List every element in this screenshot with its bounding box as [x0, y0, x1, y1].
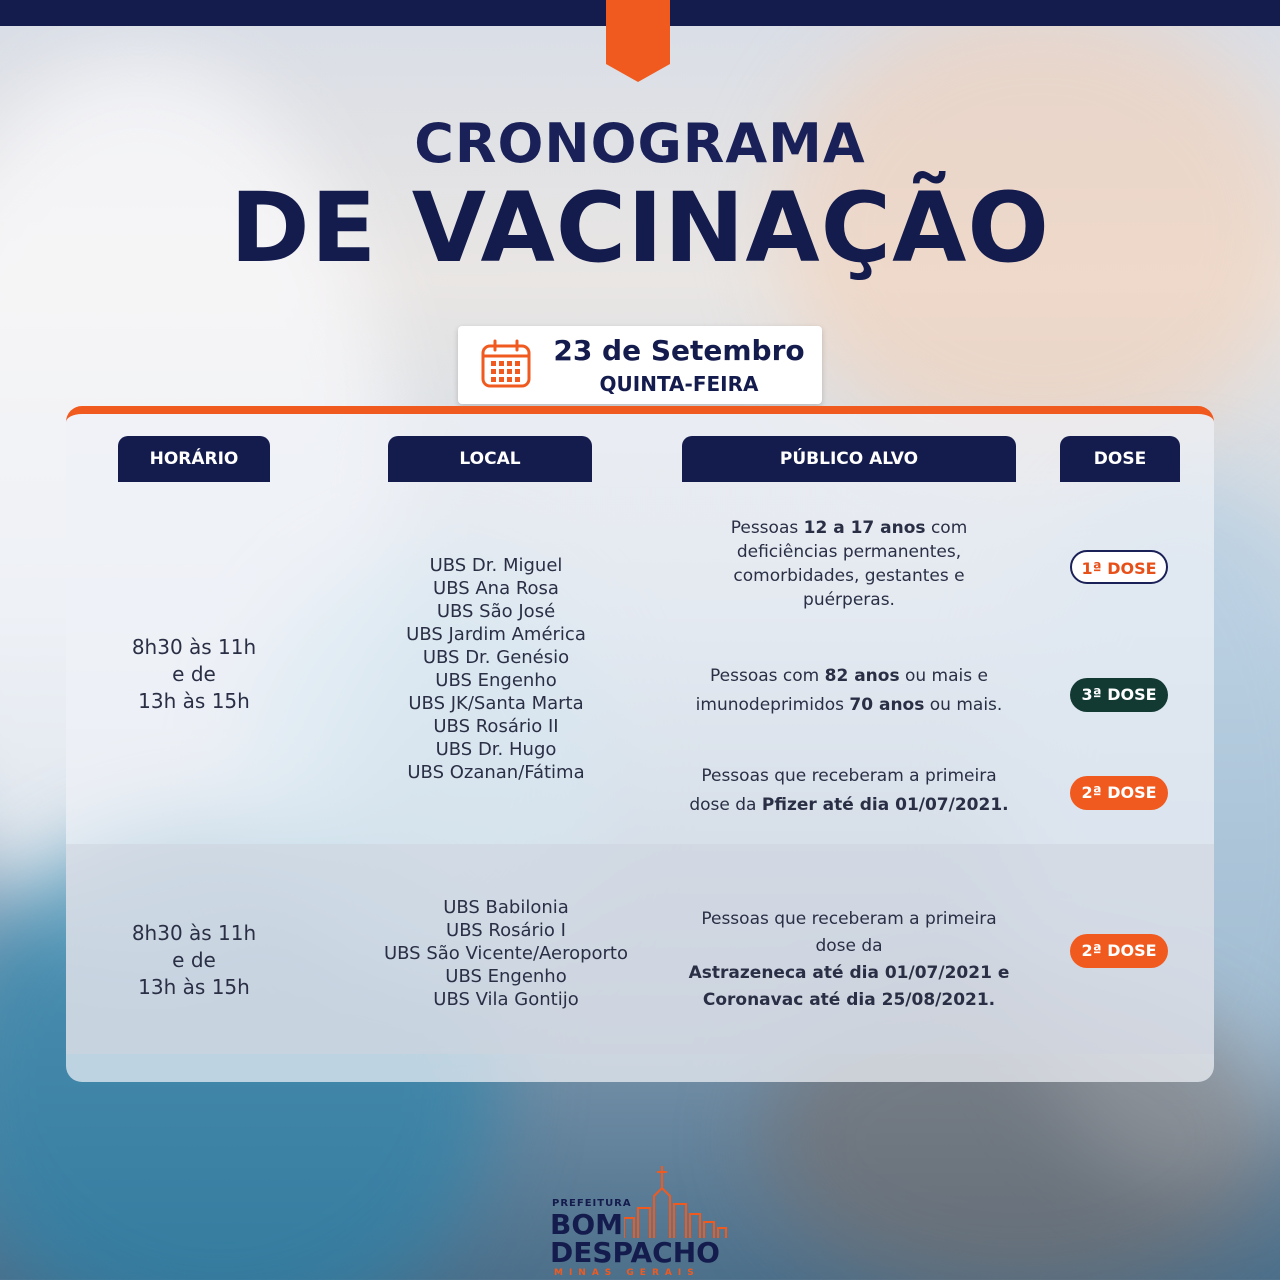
target-text: Pessoas com	[710, 666, 825, 686]
target-line	[672, 960, 1026, 987]
time-line: 8h30 às 11h	[131, 921, 257, 945]
target-text: ou mais e	[899, 666, 988, 686]
target-emphasis: Coronavac até dia 25/08/2021.	[702, 990, 996, 1010]
target-text: Pessoas que receberam a primeira	[701, 766, 997, 786]
row1-target-1	[672, 516, 1026, 612]
target-line	[672, 987, 1026, 1014]
place-item: UBS Dr. Miguel	[429, 555, 563, 576]
target-line	[672, 662, 1026, 691]
row2-time	[118, 920, 270, 1001]
target-line	[672, 588, 1026, 612]
place-item: UBS Rosário I	[446, 920, 566, 941]
place-item: UBS São José	[436, 601, 556, 622]
place-item: UBS São Vicente/Aeroporto	[383, 943, 629, 964]
time-line: e de	[172, 948, 216, 972]
target-text: dose da	[689, 795, 762, 815]
target-line	[672, 516, 1026, 540]
target-line	[672, 691, 1026, 720]
dose-badge-2: 3ª DOSE	[1070, 678, 1168, 712]
target-line	[672, 540, 1026, 564]
target-emphasis: 82 anos	[824, 666, 900, 686]
header-dose: DOSE	[1060, 436, 1180, 482]
time-line: 13h às 15h	[138, 689, 250, 713]
place-item: UBS Engenho	[445, 966, 567, 987]
header-place: LOCAL	[388, 436, 592, 482]
place-item: UBS JK/Santa Marta	[408, 693, 584, 714]
target-text: dose da	[815, 936, 883, 956]
row1-target-3	[672, 762, 1026, 820]
target-text: deficiências permanentes,	[736, 542, 962, 562]
logo-bom: BOM	[550, 1208, 624, 1241]
target-text: comorbidades, gestantes e	[733, 566, 965, 586]
target-text: Pessoas	[730, 518, 804, 538]
header-target: PÚBLICO ALVO	[682, 436, 1016, 482]
logo-state: MINAS GERAIS	[554, 1268, 700, 1278]
city-logo	[548, 1160, 728, 1278]
row2-places	[346, 896, 666, 1011]
date-box	[458, 326, 822, 404]
church-skyline-icon	[624, 1160, 728, 1240]
target-text: imunodeprimidos	[695, 695, 850, 715]
target-line	[672, 762, 1026, 791]
place-item: UBS Dr. Genésio	[422, 647, 570, 668]
dose-badge-1: 1ª DOSE	[1070, 550, 1168, 584]
row2-target	[672, 906, 1026, 1014]
target-line	[672, 564, 1026, 588]
logo-prefeitura: PREFEITURA	[552, 1198, 632, 1209]
target-text: com	[925, 518, 968, 538]
target-text: Pessoas que receberam a primeira	[701, 909, 997, 929]
place-item: UBS Rosário II	[433, 716, 559, 737]
place-item: UBS Babilonia	[443, 897, 569, 918]
place-item: UBS Engenho	[435, 670, 557, 691]
target-text: ou mais.	[924, 695, 1003, 715]
target-emphasis: 70 anos	[849, 695, 925, 715]
header-time: HORÁRIO	[118, 436, 270, 482]
calendar-icon	[480, 338, 532, 390]
place-item: UBS Ana Rosa	[433, 578, 559, 599]
target-text: puérperas.	[803, 590, 895, 610]
logo-despacho: DESPACHO	[550, 1236, 720, 1269]
title-line-2: DE VACINAÇÃO	[230, 172, 1050, 284]
row1-time	[118, 634, 270, 715]
dose-badge-4: 2ª DOSE	[1070, 934, 1168, 968]
target-emphasis: Astrazeneca até dia 01/07/2021 e	[688, 963, 1010, 983]
target-line	[672, 791, 1026, 820]
target-line	[672, 933, 1026, 960]
time-line: e de	[172, 662, 216, 686]
place-item: UBS Ozanan/Fátima	[407, 762, 585, 783]
time-line: 8h30 às 11h	[131, 635, 257, 659]
weekday-label: QUINTA-FEIRA	[599, 372, 759, 396]
row1-places	[346, 554, 646, 784]
row1-target-2	[672, 662, 1026, 720]
target-emphasis: 12 a 17 anos	[803, 518, 926, 538]
place-item: UBS Dr. Hugo	[435, 739, 557, 760]
place-item: UBS Jardim América	[406, 624, 586, 645]
place-item: UBS Vila Gontijo	[433, 989, 579, 1010]
dose-badge-3: 2ª DOSE	[1070, 776, 1168, 810]
target-emphasis: Pfizer até dia 01/07/2021.	[761, 795, 1009, 815]
top-ribbon-tab	[606, 0, 670, 82]
target-line	[672, 906, 1026, 933]
schedule-table	[66, 406, 1214, 1082]
time-line: 13h às 15h	[138, 975, 250, 999]
title-line-1: CRONOGRAMA	[414, 112, 866, 175]
date-label: 23 de Setembro	[553, 334, 805, 367]
